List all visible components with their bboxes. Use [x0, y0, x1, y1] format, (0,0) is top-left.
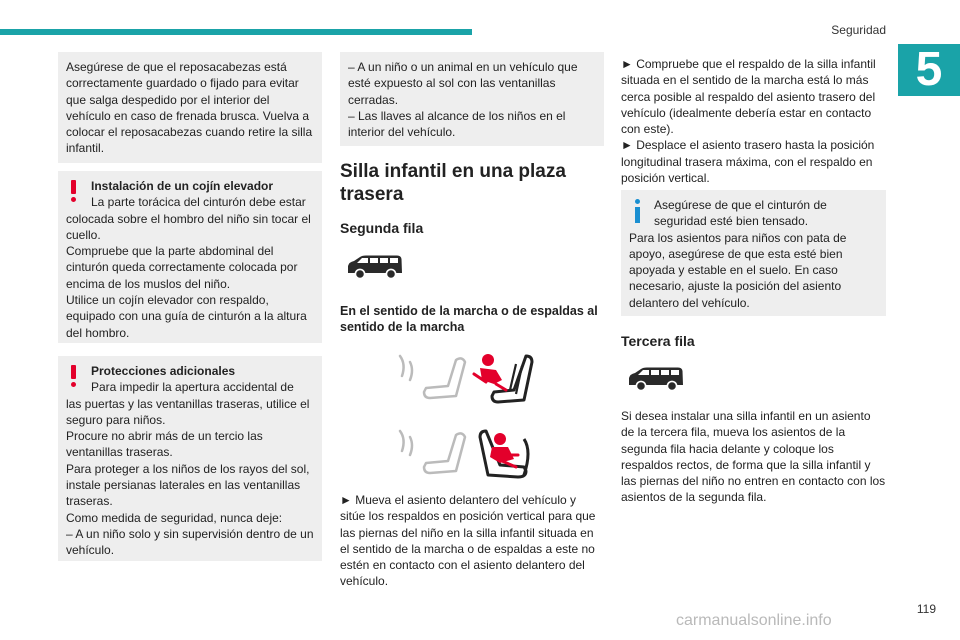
- protections-warning-lead: Para impedir la apertura accidental de: [91, 380, 294, 395]
- warning-icon: [71, 365, 77, 387]
- page-number: 119: [916, 602, 936, 616]
- warning-icon: [71, 180, 77, 202]
- rear-facing-seat-diagram: [390, 425, 540, 485]
- protections-warning-title: Protecciones adicionales: [91, 364, 236, 378]
- third-row-body: Si desea instalar una silla infantil en un asiento de la tercera fila, mueva los asientos de la segunda fila hacia delante y coloque los respaldos rectos, de forma que la silla infantil y las piernas del niño no entren en contacto con los asientos de la segunda fila.: [621, 409, 886, 505]
- column-left: [58, 52, 322, 561]
- booster-warning-body: colocada sobre el hombro del niño sin tocar el cuello. Compruebe que la parte abdominal del cinturón queda correctamente colocada por encima de los muslos del niño. Utilice un cojín elevador con respaldo, equipado con una guía de cinturón a la altura del hombro.: [66, 211, 311, 340]
- minivan-icon: [626, 366, 686, 392]
- continued-warning-box: [340, 52, 604, 146]
- seatbelt-info-lead: Asegúrese de que el cinturón de: [654, 198, 827, 212]
- booster-warning-title: Instalación de un cojín elevador: [91, 179, 274, 193]
- third-row-heading: Tercera fila: [621, 333, 695, 349]
- section-label: Seguridad: [831, 23, 886, 37]
- forward-facing-seat-diagram: [390, 350, 540, 410]
- direction-heading: En el sentido de la marcha o de espaldas al sentido de la marcha: [340, 304, 598, 334]
- booster-warning-lead: La parte torácica del cinturón debe estar: [91, 195, 306, 210]
- seatbelt-info-lead-2: seguridad esté bien tensado.: [654, 214, 809, 229]
- second-row-heading: Segunda fila: [340, 220, 424, 236]
- headrest-note-box: [58, 52, 322, 163]
- header-accent-bar: [0, 29, 472, 35]
- protections-warning-box: [58, 356, 322, 561]
- second-row-body: ► Mueva el asiento delantero del vehículo y sitúe los respaldos en posición vertical para que las piernas del niño en la silla infantil situada en el sentido de la marcha o de espaldas a este no estén en contacto con el asiento delantero del vehículo.: [340, 493, 596, 589]
- minivan-icon: [345, 254, 405, 280]
- info-icon: [635, 199, 641, 223]
- headrest-note-text: Asegúrese de que el reposacabezas está correctamente guardado o fijado para evitar que salga despedido por el interior del vehículo en caso de frenada brusca. Vuelva a colocar el reposacabezas cuando retire la silla infantil.: [66, 60, 313, 156]
- watermark: carmanualsonline.info: [676, 612, 832, 629]
- booster-warning-box: [58, 171, 322, 343]
- section-title: Silla infantil en una plaza trasera: [340, 161, 566, 205]
- seatbelt-info-body: Para los asientos para niños con pata de apoyo, asegúrese de que esta esté bien apoyada y estable en el suelo. En caso necesario, ajuste la posición del asiento delantero del vehículo.: [629, 230, 847, 310]
- seatbelt-info-box: [621, 190, 886, 316]
- protections-warning-body: las puertas y las ventanillas traseras, utilice el seguro para niños. Procure no abrir más de un tercio las ventanillas traseras. Para proteger a los niños de los rayos del sol, instale persianas laterales en las ventanillas traseras. Como medida de seguridad, nunca deje: – A un niño solo y sin supervisión dentro de un vehículo.: [66, 396, 314, 558]
- continued-warning-text: – A un niño o un animal en un vehículo que esté expuesto al sol con las ventanillas cerradas. – Las llaves al alcance de los niños en el interior del vehículo.: [348, 60, 578, 140]
- rear-seat-intro: ► Compruebe que el respaldo de la silla infantil situada en el sentido de la marcha está lo más cerca posible al respaldo del asiento trasero del vehículo (idealmente debería estar en contacto con este). ► Desplace el asiento trasero hasta la posición longitudinal trasera máxima, con el respaldo en posición vertical.: [621, 57, 876, 186]
- column-middle: [340, 52, 604, 146]
- chapter-number: 5: [898, 44, 960, 96]
